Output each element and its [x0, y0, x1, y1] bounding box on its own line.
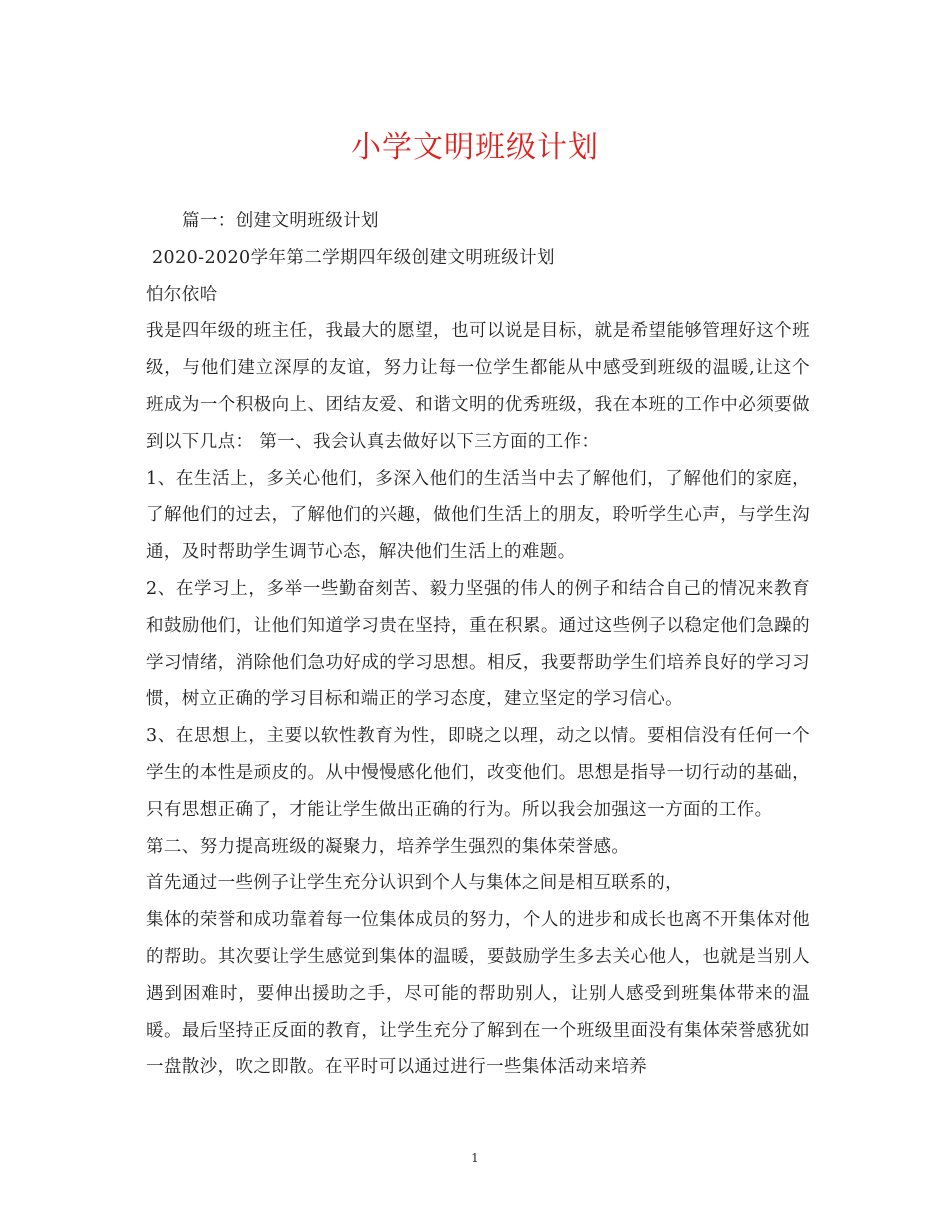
- document-body: [146, 203, 810, 1086]
- author-name: 怕尔依哈: [146, 284, 218, 305]
- paragraph-first-step: 首先通过一些例子让学生充分认识到个人与集体之间是相互联系的，: [146, 873, 683, 894]
- document-title: 小学文明班级计划: [351, 130, 599, 165]
- paragraph-second-point: 第二、努力提高班级的凝聚力，培养学生强烈的集体荣誉感。: [146, 836, 630, 857]
- plan-subtitle: 2020-2020学年第二学期四年级创建文明班级计划: [152, 247, 555, 268]
- paragraph-collective: 集体的荣誉和成功靠着每一位集体成员的努力，个人的进步和成长也离不开集体对他的帮助。其次要让学生感觉到集体的温暖，要鼓励学生多去关心他人，也就是当别人遇到困难时，要伸出援助之手，尽可能的帮助别人，让别人感受到班集体带来的温暖。最后坚持正反面的教育，让学生充分了解到在一个班级里面没有集体荣誉感犹如一盘散沙，吹之即散。在平时可以通过进行一些集体活动来培养: [146, 910, 810, 1078]
- paragraph-item-1: 1、在生活上，多关心他们，多深入他们的生活当中去了解他们，了解他们的家庭，了解他们的过去，了解他们的兴趣，做他们生活上的朋友，聆听学生心声，与学生沟通，及时帮助学生调节心态，解决他们生活上的难题。: [146, 468, 810, 563]
- paragraph-intro: 我是四年级的班主任，我最大的愿望，也可以说是目标，就是希望能够管理好这个班级，与他们建立深厚的友谊，努力让每一位学生都能从中感受到班级的温暖,让这个班成为一个积极向上、团结友爱、和谐文明的优秀班级，我在本班的工作中必须要做到以下几点： 第一、我会认真去做好以下三方面的工作：: [146, 321, 810, 452]
- section-heading: 篇一：创建文明班级计划: [182, 211, 379, 231]
- paragraph-item-3: 3、在思想上，主要以软性教育为性，即晓之以理，动之以情。要相信没有任何一个学生的本性是顽皮的。从中慢慢感化他们，改变他们。思想是指导一切行动的基础，只有思想正确了，才能让学生做出正确的行为。所以我会加强这一方面的工作。: [146, 726, 810, 820]
- paragraph-item-2: 2、在学习上，多举一些勤奋刻苦、毅力坚强的伟人的例子和结合自己的情况来教育和鼓励他们，让他们知道学习贵在坚持，重在积累。通过这些例子以稳定他们急躁的学习情绪，消除他们急功好成的学习思想。相反，我要帮助学生们培养良好的学习习惯，树立正确的学习目标和端正的学习态度，建立坚定的学习信心。: [146, 578, 810, 710]
- page-number: 1: [471, 1151, 479, 1165]
